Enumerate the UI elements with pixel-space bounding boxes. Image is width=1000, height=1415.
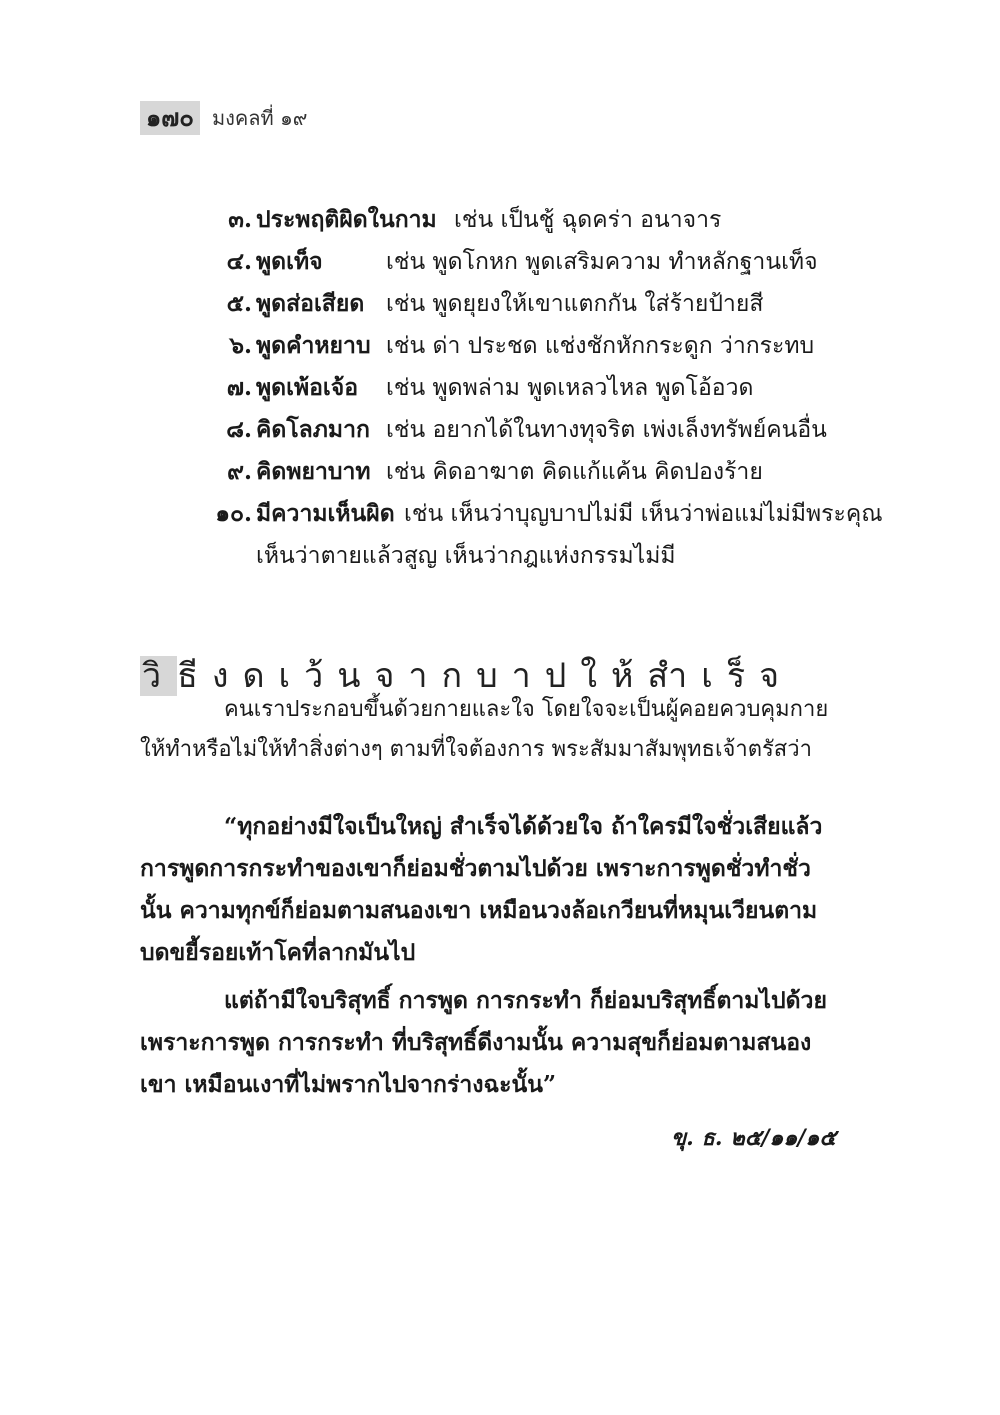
section-heading-rest: ธีงดเว้นจากบาปให้สำเร็จ — [177, 656, 793, 696]
item-number: ๙. — [227, 458, 252, 485]
item-description: เช่น เป็นชู้ ฉุดคร่า อนาจาร — [454, 207, 722, 233]
item-term: คิดโลภมาก — [256, 416, 370, 443]
item-number: ๑๐. — [215, 500, 252, 527]
list-item-continuation — [0, 536, 1000, 576]
list-item — [0, 242, 1000, 282]
item-description: เช่น เห็นว่าบุญบาปไม่มี เห็นว่าพ่อแม่ไม่มีพระคุณ — [404, 501, 883, 527]
item-number: ๖. — [229, 332, 252, 359]
item-term: พูดเท็จ — [256, 248, 323, 275]
item-description: เช่น พูดโกหก พูดเสริมความ ทำหลักฐานเท็จ — [386, 249, 818, 275]
list-item — [0, 452, 1000, 492]
item-term: พูดคำหยาบ — [256, 332, 371, 359]
section-heading-initial: วิ — [142, 656, 176, 696]
item-number: ๘. — [226, 416, 252, 443]
list-item — [0, 368, 1000, 408]
item-description: เช่น ด่า ประชด แช่งชักหักกระดูก ว่ากระทบ — [386, 333, 815, 359]
item-term: มีความเห็นผิด — [256, 500, 395, 527]
item-term: พูดเพ้อเจ้อ — [256, 374, 359, 401]
item-description: เช่น อยากได้ในทางทุจริต เพ่งเล็งทรัพย์คนอื่น — [386, 417, 827, 443]
item-description: เช่น พูดยุยงให้เขาแตกกัน ใส่ร้ายป้ายสี — [386, 291, 764, 317]
item-number: ๕. — [226, 290, 252, 317]
quote-paragraph-2: แต่ถ้ามีใจบริสุทธิ์ การพูด การกระทำ ก็ย่อมบริสุทธิ์ตามไปด้วย เพราะการพูด การกระทำ ที่บริสุทธิ์ดีงามนั้น ความสุขก็ย่อมตามสนองเขา เหมือนเงาที่ไม่พรากไปจากร่างฉะนั้น” — [140, 987, 827, 1098]
page-number: ๑๗๐ — [140, 101, 200, 135]
item-number: ๔. — [226, 248, 252, 275]
source-citation: ขุ. ธ. ๒๕/๑๑/๑๕ — [671, 1125, 836, 1151]
item-description-continued: เห็นว่าตายแล้วสูญ เห็นว่ากฎแห่งกรรมไม่มี — [256, 543, 676, 569]
item-description: เช่น พูดพล่าม พูดเหลวไหล พูดโอ้อวด — [386, 375, 754, 401]
item-description: เช่น คิดอาฆาต คิดแก้แค้น คิดปองร้าย — [386, 459, 763, 485]
item-number: ๗. — [226, 374, 252, 401]
list-item — [0, 410, 1000, 450]
list-item — [0, 494, 1000, 534]
item-term: คิดพยาบาท — [256, 458, 371, 485]
item-term: พูดส่อเสียด — [256, 290, 365, 317]
item-term: ประพฤติผิดในกาม — [256, 206, 437, 233]
list-item — [0, 326, 1000, 366]
list-item — [0, 284, 1000, 324]
quote-paragraph-1: “ทุกอย่างมีใจเป็นใหญ่ สำเร็จได้ด้วยใจ ถ้าใครมีใจชั่วเสียแล้ว การพูดการกระทำของเขาก็ย่อมชั่วตามไปด้วย เพราะการพูดชั่วทำชั่วนั้น ความทุกข์ก็ย่อมตามสนองเขา เหมือนวงล้อเกวียนที่หมุนเวียนตามบดขยี้รอยเท้าโคที่ลากมันไป — [140, 813, 823, 966]
list-item — [0, 200, 1000, 240]
page-header — [140, 100, 307, 136]
chapter-title: มงคลที่ ๑๙ — [211, 106, 308, 130]
item-number: ๓. — [228, 206, 252, 233]
intro-paragraph: คนเราประกอบขึ้นด้วยกายและใจ โดยใจจะเป็นผู้คอยควบคุมกายให้ทำหรือไม่ให้ทำสิ่งต่างๆ ตามที่ใจต้องการ พระสัมมาสัมพุทธเจ้าตรัสว่า — [140, 697, 829, 762]
